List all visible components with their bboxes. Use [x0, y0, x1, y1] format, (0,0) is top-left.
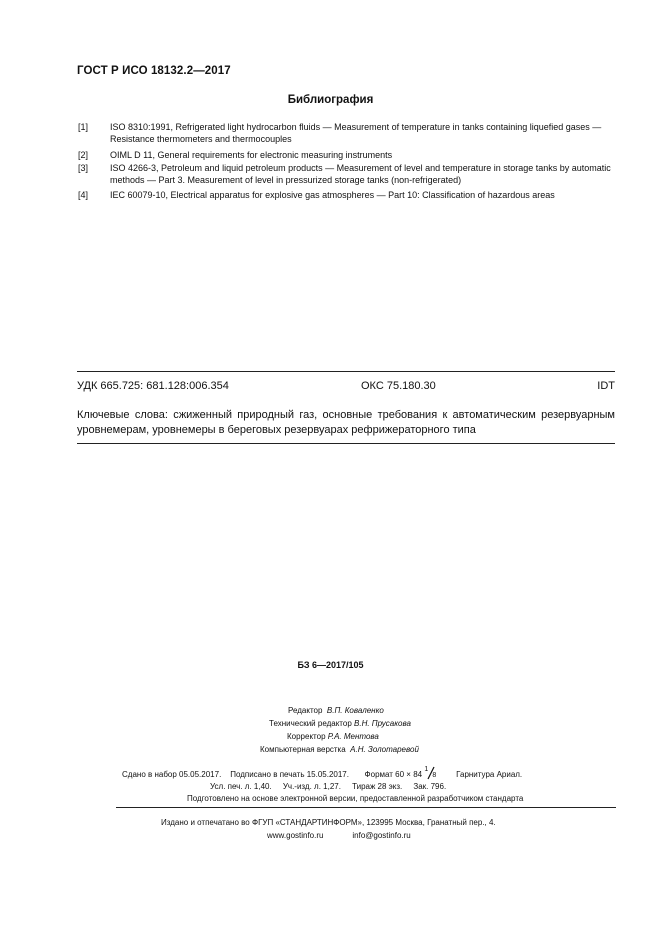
bibliography-item — [78, 163, 618, 186]
bibliography-item-number: [2] — [78, 150, 89, 160]
staff-role: Редактор — [288, 706, 323, 715]
staff-name: В.Н. Прусакова — [354, 719, 411, 728]
keywords: Ключевые слова: сжиженный природный газ, основные требования к автоматическим резервуарным уровнемерам, уровнемеры в береговых резервуарах рефрижераторного типа — [77, 409, 615, 436]
publisher-email[interactable]: info@gostinfo.ru — [352, 831, 411, 840]
divider-top — [77, 371, 615, 372]
format-fraction — [424, 766, 438, 779]
publisher-site[interactable]: www.gostinfo.ru — [267, 831, 324, 840]
publisher-contacts — [267, 831, 411, 840]
circulation: Тираж 28 экз. — [352, 782, 403, 791]
staff-editor — [288, 706, 384, 715]
bibliography-item-number: [1] — [78, 122, 89, 132]
bibliography-item-text: ISO 4266-3, Petroleum and liquid petroleum products — Measurement of level and temperature in storage tanks by automatic methods — Part 3. Measurement of level in pressurized storage tanks (non-refrigerated) — [110, 163, 611, 185]
print-info-line-1 — [122, 766, 523, 779]
bibliography-item-number: [3] — [78, 163, 89, 173]
staff-tech-editor — [269, 719, 411, 728]
bibliography-item — [78, 122, 618, 145]
staff-layout — [260, 745, 419, 754]
bibliography-title: Библиография — [287, 94, 374, 106]
format-denominator: 8 — [432, 772, 437, 779]
format-numerator: 1 — [424, 766, 429, 773]
print-info-line-2 — [210, 782, 446, 791]
bibliography-item — [78, 150, 618, 162]
prepared-note: Подготовлено на основе электронной версии, предоставленной разработчиком стандарта — [187, 794, 524, 803]
bibliography-item-text: OIML D 11, General requirements for electronic measuring instruments — [110, 150, 393, 160]
signed-date: Подписано в печать 15.05.2017. — [230, 770, 349, 779]
staff-name: Р.А. Ментова — [327, 732, 379, 741]
document-header: ГОСТ Р ИСО 18132.2—2017 — [77, 65, 231, 77]
staff-role: Компьютерная верстка — [260, 745, 346, 754]
order-number: Зак. 796. — [413, 782, 447, 791]
idt-marker: IDT — [597, 380, 615, 392]
sent-date: Сдано в набор 05.05.2017. — [122, 770, 222, 779]
staff-name: В.П. Коваленко — [326, 706, 384, 715]
staff-role: Технический редактор — [269, 719, 352, 728]
staff-role: Корректор — [287, 732, 326, 741]
bz-number: БЗ 6—2017/105 — [297, 660, 364, 670]
format-label: Формат 60 × 84 — [364, 770, 423, 779]
publisher-line: Издано и отпечатано во ФГУП «СТАНДАРТИНФОРМ», 123995 Москва, Гранатный пер., 4. — [161, 818, 496, 827]
print-sheets: Усл. печ. л. 1,40. — [210, 782, 272, 791]
bibliography-item-number: [4] — [78, 190, 89, 200]
divider-bottom — [77, 443, 615, 444]
udk-code: УДК 665.725: 681.128:006.354 — [77, 380, 229, 392]
oks-code: ОКС 75.180.30 — [361, 380, 436, 392]
typeface: Гарнитура Ариал. — [456, 770, 523, 779]
staff-name: А.Н. Золотаревой — [350, 745, 419, 754]
staff-corrector — [287, 732, 379, 741]
bibliography-item-text: ISO 8310:1991, Refrigerated light hydrocarbon fluids — Measurement of temperature in tanks containing liquefied gases — Resistance thermometers and thermocouples — [110, 122, 602, 144]
bibliography-item-text: IEC 60079-10, Electrical apparatus for explosive gas atmospheres — Part 10: Classification of hazardous areas — [110, 190, 555, 200]
divider-imprint — [116, 807, 616, 808]
bibliography-item — [78, 190, 618, 202]
publication-sheets: Уч.-изд. л. 1,27. — [282, 782, 341, 791]
